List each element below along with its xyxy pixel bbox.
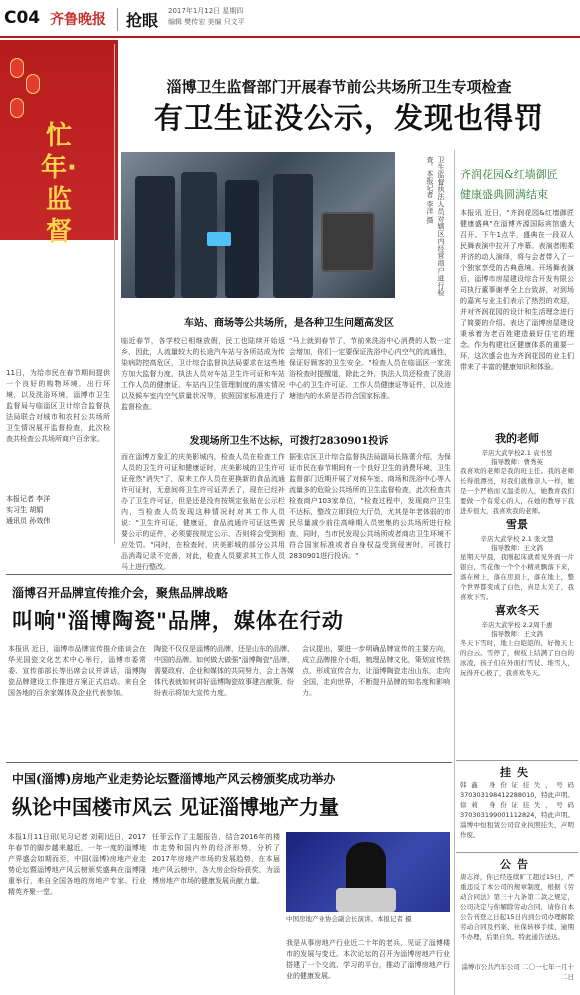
poem-text: 我喜欢的老师是我的班主任。我的老师长得很漂亮，对我们就像亲人一样，她是一个严格而又温柔的人，她教育我们要做一个有爱心的人，在她的教导下我进步很大，我喜欢我的老师。 [460,467,574,515]
story2-col1: 本报讯 近日，淄博市品牌宣传推介座谈会在华光国瓷文化艺术中心举行，淄博市委常委、宣传部部长等出席会议并讲话，淄博陶瓷品牌建设工作推进方案正式启动。来自全国各地的百余家媒体及企业代表参加。 [8,645,146,697]
story1-body-col1: 临近春节，各学校已相继放假，民工也陆续开始返乡，因此，人流量较大的长途汽车站与各所站成为传染病防控高危区，卫计综合监督执法局要求在这些地方加大监督力度，执法人员对车站卫生许可证和车站工作人员的健康证、车站内卫生管理制度的落实情况以及候车室内空气质量状况等，依照国家标准进行了监督检查。 [121,337,285,411]
page-header [0,0,580,38]
notice-title: 挂失 [500,766,534,779]
page-number: C04 [4,8,41,28]
story-separator [6,762,452,763]
poem-title: 我的老师 [495,432,539,445]
issue-date: 2017年1月12日 星期四 [168,7,244,15]
poem-title: 喜欢冬天 [495,604,539,617]
photo-figure [273,174,313,298]
story3-photo [286,832,450,912]
notice2-text: 唐志祥，你已经连续旷工超过15日，严重违反了本公司的规章制度，根据《劳动合同法》第三十九条第二款之规定，公司决定与你解除劳动合同，请你自本公告刊登之日起15日内到公司办理解除劳动合同及档案、社保转移手续，逾期不办理，后果自负。特此通告送达。 [460,873,574,941]
story1-kicker: 淄博卫生监督部门开展春节前公共场所卫生专项检查 [166,78,512,96]
notice-rule [456,760,578,761]
sidebar-vertical-title: 忙年·监督 [41,121,77,247]
story2-headline: 叫响"淄博陶瓷"品牌，媒体在行动 [12,608,344,633]
poem-teacher: 指导教师：王文鸽 [491,630,543,638]
story1-subhead: 车站、商场等公共场所，是各种卫生问题高发区 [184,318,394,329]
story-separator [6,574,452,575]
story3-col2: 任菲云作了主题报告，结合2016年的楼市走势和国内外的经济形势，分析了2017年房地产市场的发展趋势，在本届地产风云榜中，各大房企纷纷获奖，为淄博房地产市场的健康发展贡献力量。 [152,833,280,885]
story3-kicker: 中国(淄博)房地产业走势论坛暨淄博地产风云榜颁奖成功举办 [12,772,336,786]
right-article-body: 本报讯 近日，"齐润花园&红墙御匠健康盛典"在淄博齐源国际宾馆盛大召开。下午1点半，盛典在一段双人民舞表演中拉开了序幕。表演者刚柔并济的动人演绎，将与会者带入了一个独家享受的古典意境。开场舞表演后，淄博市房屋建设综合开发有限公司执行董事谢孝全上台致辞，对到场的嘉宾与业主们表示了热烈的欢迎，并对齐润花园的设计和生活理念进行了简要的介绍。表达了淄博房屋建设秉承着为老百姓建造最好住宅的理念。作为构建社区健康体系的重要一环，这次盛会也为齐润花园的业主们带来了丰富的健康知识和体验。 [460,209,574,371]
editor-credit: 编辑 樊传宏 美编 只文平 [168,18,245,26]
story1-body2-col1: 而在淄博万象汇的庆美影城内，检查人员在检查工作人员的卫生许可证和健康证时，庆美影城的卫生许可证竟然"消失"了，原来工作人员在更换新的食品流通许可证时，无意间将卫生许可证弄丢了，现在已经补办了卫生许可证，但是还是没有按规定张贴在公示栏内，当检查人员发现这种情况时对其工作人员说："卫生许可证，健康证，食品流通许可证这些需要公示的证件，必须要按规定公示，否则将会受到相应处罚。"同时，在检查时，庆美影城的部分公共用品消毒记录不完善，对此，检查人员要求其工作人员马上进行整改。 [121,453,285,571]
right-title-line2: 健康盛典圆满结束 [460,188,548,201]
poems-block [460,430,574,740]
poem-author: 辛店大武学校2.1 袁书昱 [481,449,553,457]
column-divider [114,44,115,544]
credit-line: 本报记者 李洋 [6,495,51,503]
story1-headline: 有卫生证没公示，发现也得罚 [153,101,544,135]
lantern-icon [26,74,40,94]
story2-col3: 会议提出，要进一步明确品牌宣传的主要方向，成立品牌推介小组，梳理品牌文化，策划宣传热点，形成宣传合力，让淄博陶瓷走出山东，走向全国，走向世界，不断提升品牌的知名度和影响力。 [302,645,450,697]
section-name: 抢眼 [117,8,158,31]
notice-rule [456,852,578,853]
photo-figure [135,176,175,298]
newspaper-name: 齐鲁晚报 [50,12,106,28]
poem-author: 辛店大武学校 2.1 张文慧 [480,535,554,543]
header-meta [168,6,245,28]
story1-photo [121,152,395,298]
podium-shape [336,888,396,912]
sidebar-intro: 11日，为给市民在春节期间提供一个良好的购物环境，出行环境，以及洗浴环境，淄博市卫生监督局与临淄区卫计综合监督执法局联合对城市和农村公共场所卫生情况展开监督检查，此次检查共检查公共场所商户百余家。 [6,369,110,443]
story1-body-col2: "马上就到春节了，节前来洗浴中心消费的人数一定会增加，你们一定要保证洗浴中心内空气的流通性，保证好顾客的卫生安全。"检查人员在临淄区一家洗浴检查时提醒道，除此之外，执法人员还检查了洗浴中心的卫生许可证、工作人员健康证等证件，以及池塘池内的水质是否符合国家标准。 [289,337,451,400]
credit-line: 实习生 胡娟 [6,506,44,514]
story1-photo-caption: 卫生监督执法人员对辖区内经营商户进行检查。本报记者 李洋 摄 [426,156,445,296]
story1-body2-col2: 据张店区卫计综合监督执法局副局长陈蕾介绍，为保证市民在春节期间有一个良好卫生的消费环境，卫生监督部门近期开展了对候车室、商场和洗浴中心等人流量多的危险公共场所的卫生监督检查，此次检查共检查商户103家单位，"检查过程中，发现商户卫生不达标，整改立即到位大厅员，尤其是年老体弱的市民尽量减少前往高峰期人员密集的公共场所进行检查，同时，当市民发现公共场所或者商店卫生环境不符合国家标准或者自身权益受到侵害时，可拨打2830901进行投诉。" [289,453,451,560]
poem-text: 星期天早晨，我刚起床就看见外面一片银白，雪花像一个个小精灵飘落下来，落在树上，落在房顶上，落在地上，整个世界都变成了白色，真是太美了，我喜欢下雪。 [460,553,574,601]
story1-subhead2: 发现场所卫生不达标，可拨打2830901投诉 [189,436,389,447]
notice-text: 韩鑫 身份证挂失，号码370303198412288010，特此声明。徐莉 身份证挂失，号码370303199001112824，特此声明。淄博中恒租赁公司营业执照挂失，声明作废。 [460,781,574,839]
column-divider [454,150,455,995]
story2-col2: 陶瓷不仅仅是淄博的品牌，还是山东的品牌、中国的品牌。如何做大做强"淄博陶瓷"品牌，需要政府、企业和媒体的共同努力，会上各媒体代表就如何讲好淄博陶瓷故事建言献策，纷纷表示将加大宣传力度。 [154,645,294,697]
lantern-icon [10,58,24,78]
right-title-line1: 齐润花园&红墙御匠 [460,168,558,181]
story3-col3: 我是从事房地产行业近二十年的老兵，见证了淄博楼市的发展与变迁。本次论坛的召开为淄博房地产行业搭建了一个交流、学习的平台，推动了淄博房地产行业的健康发展。 [286,939,450,980]
lantern-icon [10,98,24,118]
sidebar-credits [6,494,110,527]
story3-col1: 本报1月11日讯(见习记者 刘莉)近日，2017年春节的脚步越来越近，一年一度的淄博地产界盛会如期而至，中国(淄博)房地产业走势论坛暨淄博地产风云榜颁奖盛典在淄博隆重举行，来自全国各地的房地产专家、行业精英齐聚一堂。 [8,833,146,896]
story2-kicker: 淄博召开品牌宣传推介会，聚焦品牌战略 [12,586,229,600]
credit-line: 通讯员 孙效伟 [6,517,51,525]
notice2-sign: 淄博市公共汽车公司 二〇一七年一月十二日 [461,963,574,981]
poem-title: 雪景 [506,518,528,531]
poem-author: 辛店大武学校 2.2周千惠 [481,621,553,629]
poem-text: 冬天下雪时，地上白皑皑的，好像天上的白云。雪停了，树枝上结满了白白的冰凌，孩子们在外面打雪仗、堆雪人，玩得开心极了，我喜欢冬天。 [460,639,574,677]
poem-teacher: 指导教师：王文鸽 [491,544,543,552]
notice2-title: 公告 [500,858,534,871]
poem-teacher: 指导教师：曹秀英 [491,458,543,466]
story3-photo-caption: 中国房地产业协会副会长演讲。本报记者 摄 [286,915,412,923]
equipment-case [321,212,375,272]
device-icon [207,232,231,246]
story3-headline: 纵论中国楼市风云 见证淄博地产力量 [12,795,339,819]
